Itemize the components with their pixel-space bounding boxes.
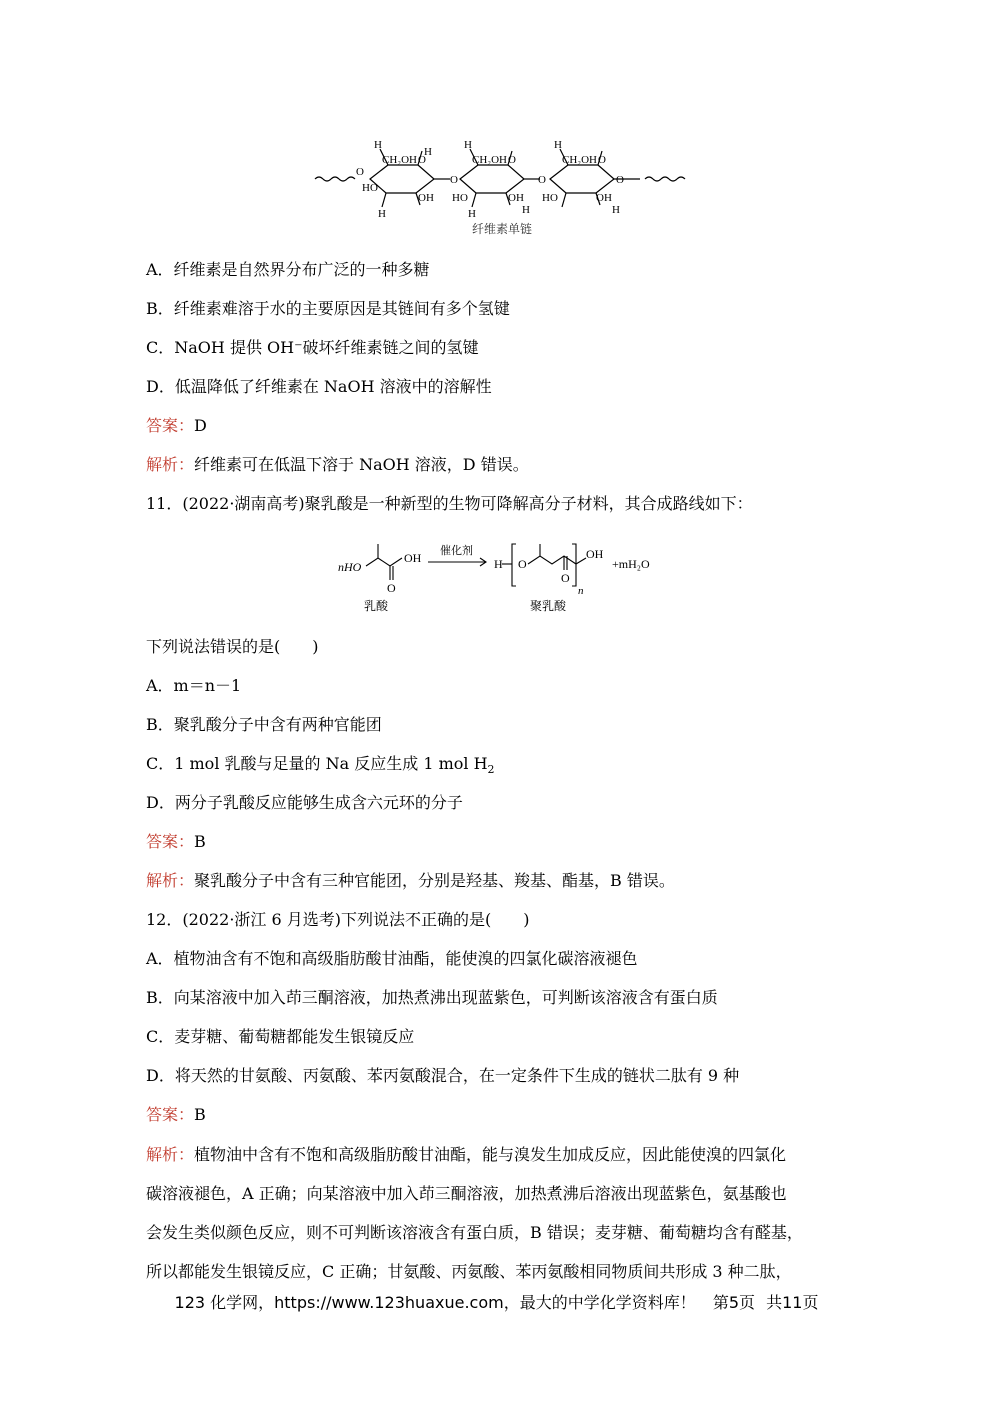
atom-label: OH xyxy=(508,192,524,204)
q12-explanation-line-1 xyxy=(146,1145,786,1165)
q12-option-d: D．将天然的甘氨酸、丙氨酸、苯丙氨酸混合，在一定条件下生成的链状二肽有 9 种 xyxy=(146,1066,740,1085)
atom-label: H xyxy=(464,139,472,151)
explanation-label: 解析： xyxy=(146,455,195,474)
atom-label: H xyxy=(612,204,620,216)
q11-option-b: B．聚乳酸分子中含有两种官能团 xyxy=(146,715,382,734)
subscript: 2 xyxy=(487,763,495,777)
explanation-text: 聚乳酸分子中含有三种官能团，分别是羟基、羧基、酯基，B 错误。 xyxy=(194,871,675,890)
atom-label: H xyxy=(374,139,382,151)
q10-answer xyxy=(146,416,207,436)
footer-text: 123 化学网，https://www.123huaxue.com，最大的中学化学资料库！ xyxy=(174,1293,696,1312)
polylactic-acid-caption: 聚乳酸 xyxy=(530,599,567,613)
footer-total: 共11页 xyxy=(766,1293,819,1312)
atom-label: HO xyxy=(452,192,468,204)
atom-label: CH₂OH xyxy=(382,154,418,166)
q12-answer xyxy=(146,1105,206,1125)
atom-label: H xyxy=(378,208,386,220)
q11-explanation xyxy=(146,871,675,891)
oh2-label: OH xyxy=(586,547,604,561)
q12-explanation-line-4: 所以都能发生银镜反应，C 正确；甘氨酸、丙氨酸、苯丙氨酸相同物质间共形成 3 种二肽， xyxy=(146,1262,792,1281)
page-footer xyxy=(0,1290,993,1313)
q11-stem: 11．(2022·湖南高考)聚乳酸是一种新型的生物可降解高分子材料，其合成路线如下： xyxy=(146,494,753,513)
h-label: H xyxy=(494,557,503,571)
atom-label: OH xyxy=(418,192,434,204)
n-label: n xyxy=(578,585,584,597)
atom-label: O xyxy=(598,154,606,166)
bridge-o-label: O xyxy=(518,557,527,571)
q12-explanation-line-2: 碳溶液褪色，A 正确；向某溶液中加入茚三酮溶液，加热煮沸后溶液出现蓝紫色，氨基酸也 xyxy=(146,1184,787,1203)
explanation-text: 纤维素可在低温下溶于 NaOH 溶液，D 错误。 xyxy=(194,455,529,474)
atom-label: O xyxy=(418,154,426,166)
atom-label: HO xyxy=(542,192,558,204)
atom-label: O xyxy=(450,174,458,186)
explanation-text: 植物油中含有不饱和高级脂肪酸甘油酯，能与溴发生加成反应，因此能使溴的四氯化 xyxy=(194,1145,787,1164)
explanation-label: 解析： xyxy=(146,871,195,890)
polylactic-acid-reaction-figure xyxy=(336,530,666,620)
q12-option-b: B．向某溶液中加入茚三酮溶液，加热煮沸出现蓝紫色，可判断该溶液含有蛋白质 xyxy=(146,988,718,1007)
q11-question: 下列说法错误的是( ) xyxy=(146,637,319,656)
carbonyl-o-label: O xyxy=(387,581,396,595)
q12-option-a: A．植物油含有不饱和高级脂肪酸甘油酯，能使溴的四氯化碳溶液褪色 xyxy=(146,949,638,968)
atom-label: H xyxy=(424,146,432,158)
q11-answer xyxy=(146,832,206,852)
atom-label: OH xyxy=(596,192,612,204)
q10-option-d: D．低温降低了纤维素在 NaOH 溶液中的溶解性 xyxy=(146,377,492,396)
atom-label: O xyxy=(508,154,516,166)
oh-label: OH xyxy=(404,551,422,565)
answer-value: B xyxy=(194,832,206,851)
cellulose-chain-figure xyxy=(310,135,690,240)
atom-label: CH₂OH xyxy=(472,154,508,166)
atom-label: H xyxy=(554,139,562,151)
q10-option-c: C．NaOH 提供 OH⁻破坏纤维素链之间的氢键 xyxy=(146,338,479,357)
answer-label: 答案： xyxy=(146,832,195,851)
atom-label: H xyxy=(522,204,530,216)
atom-label: CH₂OH xyxy=(562,154,598,166)
atom-label: HO xyxy=(362,182,378,194)
q10-option-a: A．纤维素是自然界分布广泛的一种多糖 xyxy=(146,260,430,279)
lactic-acid-caption: 乳酸 xyxy=(364,599,389,613)
q10-explanation xyxy=(146,455,529,475)
q12-stem: 12．(2022·浙江 6 月选考)下列说法不正确的是( ) xyxy=(146,910,530,929)
explanation-label: 解析： xyxy=(146,1145,195,1164)
answer-label: 答案： xyxy=(146,416,195,435)
figure-caption: 纤维素单链 xyxy=(471,222,533,236)
q11-option-d: D．两分子乳酸反应能够生成含六元环的分子 xyxy=(146,793,463,812)
catalyst-label: 催化剂 xyxy=(440,545,473,557)
atom-label: O xyxy=(356,166,364,178)
q11-option-c-text: C．1 mol 乳酸与足量的 Na 反应生成 1 mol H xyxy=(146,754,488,773)
reactant-label: nHO xyxy=(338,560,362,574)
q11-option-a: A．m＝n－1 xyxy=(146,676,242,695)
answer-value: D xyxy=(194,416,207,435)
carbonyl-o2-label: O xyxy=(561,571,570,585)
water-label: +mH₂O xyxy=(612,557,650,571)
q10-option-b: B．纤维素难溶于水的主要原因是其链间有多个氢键 xyxy=(146,299,510,318)
q12-explanation-line-3: 会发生类似颜色反应，则不可判断该溶液含有蛋白质，B 错误；麦芽糖、葡萄糖均含有醛基， xyxy=(146,1223,803,1242)
answer-value: B xyxy=(194,1105,206,1124)
atom-label: H xyxy=(468,208,476,220)
q12-option-c: C．麦芽糖、葡萄糖都能发生银镜反应 xyxy=(146,1027,415,1046)
atom-label: O xyxy=(616,174,624,186)
q11-option-c xyxy=(146,754,495,780)
footer-page: 第5页 xyxy=(712,1293,755,1312)
answer-label: 答案： xyxy=(146,1105,195,1124)
atom-label: O xyxy=(538,174,546,186)
